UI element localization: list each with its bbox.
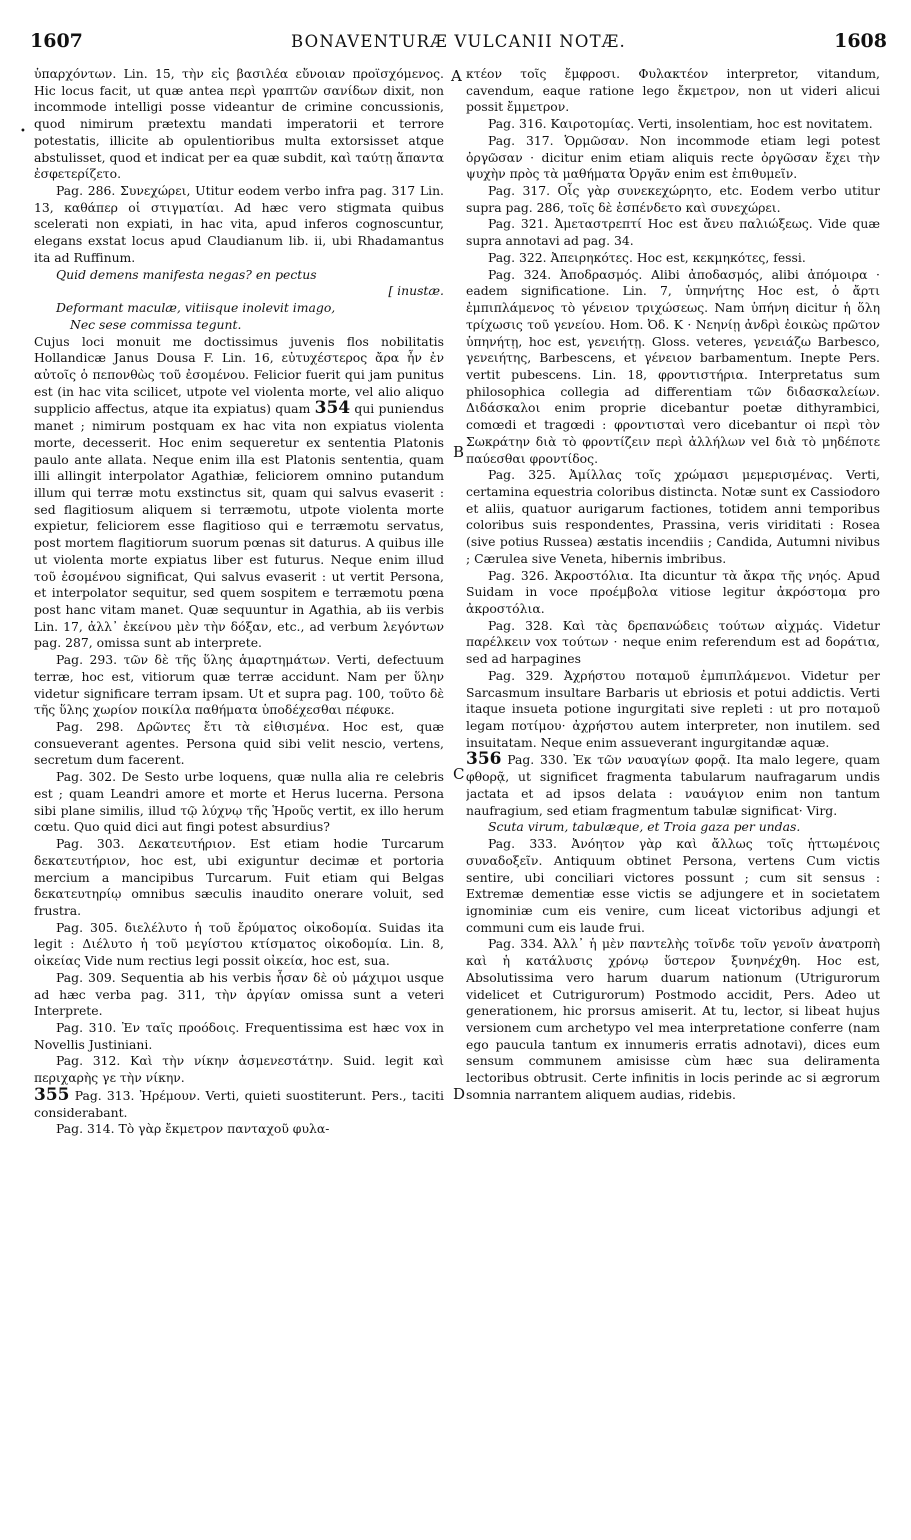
poem-line: Quid demens manifesta negas? en pectus [56,266,317,282]
note-paragraph: Pag. 293. τῶν δὲ τῆς ὕλης ἁμαρτημάτων. Verti, defectuum terræ, hoc est, vitiorum quæ terræ accidunt. Nam per ὕλην videtur significare terram ipsam. Ut et supra pag. 100, τοῦτο δὲ τῆς ὕλης χωρίον ποικίλα παθήματα ὑποδέχεσθαι πέφυκε. [34,652,444,718]
note-paragraph [34,1084,444,1121]
margin-letter-a: A [451,67,462,85]
note-paragraph: Pag. 298. Δρῶντες ἔτι τὰ εἰθισμένα. Hoc est, quæ consueverant agentes. Persona quid sibi velit nescio, vertens, secretum dum facerent. [34,719,444,768]
note-paragraph: Pag. 286. Συνεχώρει, Utitur eodem verbo infra pag. 317 Lin. 13, καθάπερ οἱ στιγματίαι. Ad hæc vero stigmata quibus scelerati non expiati, in hac vita, apud inferos cognoscuntur, elegans exstat locus apud Claudianum lib. ii, ubi Rhadamantus ita ad Ruffinum. [34,183,444,265]
running-title: BONAVENTURÆ VULCANII NOTÆ. [291,32,626,51]
margin-letter-b: B [453,443,465,461]
page-number-right: 1608 [834,30,887,52]
margin-dot: • [20,126,26,137]
note-paragraph: Pag. 302. De Sesto urbe loquens, quæ nulla alia re celebris est ; quam Leandri amore et morte et Herus lucerna. Persona sibi plane similis, illud τῷ λύχνῳ τῆς Ἡροῦς vertit, ex illo herum cœtu. Quo quid dici aut fingi potest absurdius? [34,769,444,835]
poem-line: Nec sese commissa tegunt. [70,316,242,332]
note-paragraph: Pag. 326. Ἀκροστόλια. Ita dicuntur τὰ ἄκρα τῆς νηός. Apud Suidam in voce προέμβολα vitiose legitur ἀκρόστομα pro ἀκροστόλια. [466,567,880,616]
poem-line: Deformant maculæ, vitiisque inolevit imago, [56,300,336,316]
note-text: Pag. 330. Ἐκ τῶν ναυαγίων φορᾷ. Ita malo legere, quam φθορᾷ, ut significet fragmenta tabularum naufragarum undis jactata et ad ipsos delata : ναυάγιον enim non tantum naufragium, sed etiam fragmentum tabulæ significat· Virg. [466,752,880,818]
margin-letter-c: C [453,765,465,783]
poem-line: [ inustæ. [388,283,444,299]
note-paragraph: Pag. 314. Τὸ γὰρ ἔκμετρον πανταχοῦ φυλα- [56,1121,330,1137]
note-paragraph: Pag. 317. Οἷς γὰρ συνεκεχώρητο, etc. Eodem verbo utitur supra pag. 286, τοῖς δὲ ἐσπένδετο καὶ συνεχώρει. [466,183,880,215]
edition-page-marker: 356 [466,749,502,770]
note-paragraph: Pag. 312. Καὶ τὴν νίκην ἀσμενεστάτην. Suid. legit καὶ περιχαρὴς γε τὴν νίκην. [34,1053,444,1086]
page-header [30,30,887,56]
note-text: qui puniendus manet ; nimirum postquam ex hac vita non expiatus violenta morte, decesserit. Hoc enim sequeretur ex sententia Platonis paulo ante allata. Neque enim illa est Platonis sententia, quam illi allingit interpolator Agathiæ, feliciorem omnino putandum illum qui terræ motu exstinctus sit, quam qui salvus evaserit : sed flagitiosum aliquem si terræmotu, utpote violenta morte expietur, feliciorem esse flagitioso qui e terræmotu servatus, post mortem flagitiorum suorum pœnas sit daturus. A quibus ille ut violenta morte expiatus liber est futurus. Neque enim illud τοῦ ἐσομένου significat, Qui salvus evaserit : ut vertit Persona, et interpolator sequitur, sed quem sospitem e terræmotu pœna post hanc vitam manet. Quæ sequuntur in Agathia, ab iis verbis Lin. 17, ἀλλ᾽ ἐκείνου μὲν τὴν δόξαν, etc., ad verbum λεγόντων pag. 287, omissa sunt ab interprete. [34,401,444,651]
note-paragraph: Pag. 316. Καιροτομίας. Verti, insolentiam, hoc est novitatem. [488,116,873,132]
note-paragraph: κτέον τοῖς ἔμφροσι. Φυλακτέον interpretor, vitandum, cavendum, eaque ratione lego ἔκμετρον, non ut videri alicui possit ἔμμετρον. [466,66,880,115]
note-paragraph: Pag. 334. Ἀλλ᾽ ἡ μὲν παντελὴς τοῖνδε τοῖν γενοῖν ἀνατροπὴ καὶ ἡ κατάλυσις χρόνῳ ὕστερον ξυνηνέχθη. Hoc est, Absolutissima vero harum duarum nationum (Utrigurorum videlicet et Cutrigurorum) Postmodo accidit, Pers. Adeo ut generationem, hic prorsus amiserit. At tu, lector, si libeat hujus versionem cum archetypo vel mea interpretatione conferre (nam ego paucula tantum ex innumeris erratis adnotavi), dices eum sensum communem amisisse cùm hæc sua deliramenta lectoribus obtrusit. Certe infinitis in locis perinde ac si ægrorum somnia narrantem aliquem audias, ridebis. [466,936,880,1102]
note-paragraph: ὑπαρχόντων. Lin. 15, τὴν εἰς βασιλέα εὔνοιαν προϊσχόμενος. Hic locus facit, ut quæ antea περὶ γραπτῶν σανίδων dixit, non incommode intelligi posse videantur de crimine concussionis, quod nimirum prætextu mandati imperatorii et terrore potestatis, illicite ab opulentioribus multa extorsisset atque abstulisset, quod et indicat per ea quæ subdit, καὶ ταύτῃ ἅπαντα ἐσφετερίζετο. [34,66,444,182]
note-paragraph: Pag. 324. Ἀποδρασμός. Alibi ἀποδασμός, alibi ἀπόμοιρα · eadem significatione. Lin. 7, ὑπηνήτης Hoc est, ὁ ἄρτι ἐμπιπλάμενος τὸ γένειον τριχώσεως. Nam ὑπήνη dicitur ἡ ὅλη τρίχωσις τοῦ γενείου. Hom. Ὀδ. Κ · Νεηνίῃ ἀνδρὶ ἐοικὼς πρῶτον ὑπηνήτῃ, hoc est, γενειήτῃ. Gloss. veteres, γενειάζω Barbesco, γενειήτης, Barbescens, et γένειον barbamentum. Inepte Pers. vertit pubescens. Lin. 18, φροντιστήρια. Interpretatus sum philosophica collegia ad differentiam τῶν διδασκαλείων. Διδάσκαλοι enim proprie dicebantur poetæ dithyrambici, comœdi et tragœdi : φροντισταὶ vero dicebantur oi περὶ τὸν Σωκράτην διὰ τὸ φροντίζειν περὶ ἀλλήλων vel διὰ τὸ μηδέποτε παύεσθαι φροντίδος. [466,266,880,466]
margin-letter-d: D [453,1085,466,1103]
note-paragraph: Pag. 317. Ὁρμῶσαν. Non incommode etiam legi potest ὀργῶσαν · dicitur enim etiam aliquis recte ὀργῶσαν ἔχει τὴν ψυχὴν πρὸς τὰ μαθήματα Ὀργᾶν enim est ἐπιθυμεῖν. [466,132,880,182]
note-text: Pag. 313. Ἠρέμουν. Verti, quieti suostiterunt. Pers., taciti considerabant. [34,1087,444,1120]
page-number-left: 1607 [30,30,83,52]
note-paragraph [34,334,444,653]
note-paragraph: Pag. 321. Ἀμεταστρεπτί Hoc est ἄνευ παλιώξεως. Vide quæ supra annotavi ad pag. 34. [466,216,880,249]
note-paragraph: Pag. 305. διελέλυτο ἡ τοῦ ἔρύματος οἰκοδομία. Suidas ita legit : Διέλυτο ἡ τοῦ μεγίστου κτίσματος οἰκοδομία. Lin. 8, οἰκείας Vide num rectius legi possit οἰκεία, hoc est, sua. [34,919,444,969]
note-paragraph: Pag. 303. Δεκατευτήριον. Est etiam hodie Turcarum δεκατευτήριον, hoc est, ubi exiguntur decimæ et portoria mercium a mancipibus Turcarum. Fuit etiam qui Belgas δεκατευτηρίῳ omnibus sæculis inaudito onerare voluit, sed frustra. [34,836,444,918]
note-paragraph: Pag. 325. Ἀμίλλας τοῖς χρώμασι μεμερισμένας. Verti, certamina equestria coloribus distincta. Notæ sunt ex Cassiodoro et aliis, quatuor aurigarum factiones, totidem anni temporibus coloribus suis respondentes, Prassina, veris viriditati : Rosea (sive potius Russea) æstatis incendiis ; Candida, Autumni nivibus ; Cærulea sive Veneta, hibernis imbribus. [466,467,880,566]
note-paragraph: Pag. 333. Ἀνόητον γὰρ καὶ ἄλλως τοῖς ἡττωμένοις συναδοξεῖν. Antiquum obtinet Persona, vertens Cum victis sentire, ubi conciliari victores possunt ; cum sit sensus : Extremæ dementiæ esse victis se adjungere et in societatem ignominiæ cum eis venire, cum liceat victoribus adjungi et communi cum eis laude frui. [466,836,880,935]
note-text: Cujus loci monuit me doctissimus juvenis flos nobilitatis Hollandicæ Janus Dousa F. Lin. 16, εὐτυχέστερος ἄρα ἦν ἐν αὐτοῖς ὁ πεπονθὼς τοῦ ἐσομένου. Felicior fuerit qui jam punitus est (in hac vita scilicet, utpote vel violenta morte, vel alio aliquo supplicio affectus, atque ita expiatus) quam [34,333,444,417]
note-paragraph: Pag. 328. Καὶ τὰς δρεπανώδεις τούτων αἰχμάς. Videtur παρέλκειν vox τούτων · neque enim referendum est ad δοράτια, sed ad harpagines [466,617,880,667]
right-column [466,66,880,1526]
note-paragraph: Pag. 329. Ἀχρήστου ποταμοῦ ἐμπιπλάμενοι. Videtur per Sarcasmum insultare Barbaris ut ebriosis et potui addictis. Verti itaque insueta potione ingurgitati sive repleti : ut pro ποταμοῦ legam ποτίμου· ἀχρήστου autem interpreter, non inutilem. sed insuitatam. Neque enim assueverant ingurgitandæ aquæ. [466,667,880,750]
edition-page-marker: 354 [314,398,351,419]
note-paragraph: Pag. 322. Ἀπειρηκότες. Hoc est, κεκμηκότες, fessi. [488,249,806,265]
edition-page-marker: 355 [34,1084,70,1105]
note-paragraph: Pag. 309. Sequentia ab his verbis ἦσαν δὲ οὐ μάχιμοι usque ad hæc verba pag. 311, τὴν ἀργίαν omissa sunt a veteri Interprete. [34,969,444,1019]
note-paragraph [466,751,880,819]
left-column [34,66,444,1526]
note-paragraph: Pag. 310. Ἐν ταῖς προόδοις. Frequentissima est hæc vox in Novellis Justiniani. [34,1019,444,1052]
poem-line: Scuta virum, tabulæque, et Troia gaza per undas. [488,819,801,835]
